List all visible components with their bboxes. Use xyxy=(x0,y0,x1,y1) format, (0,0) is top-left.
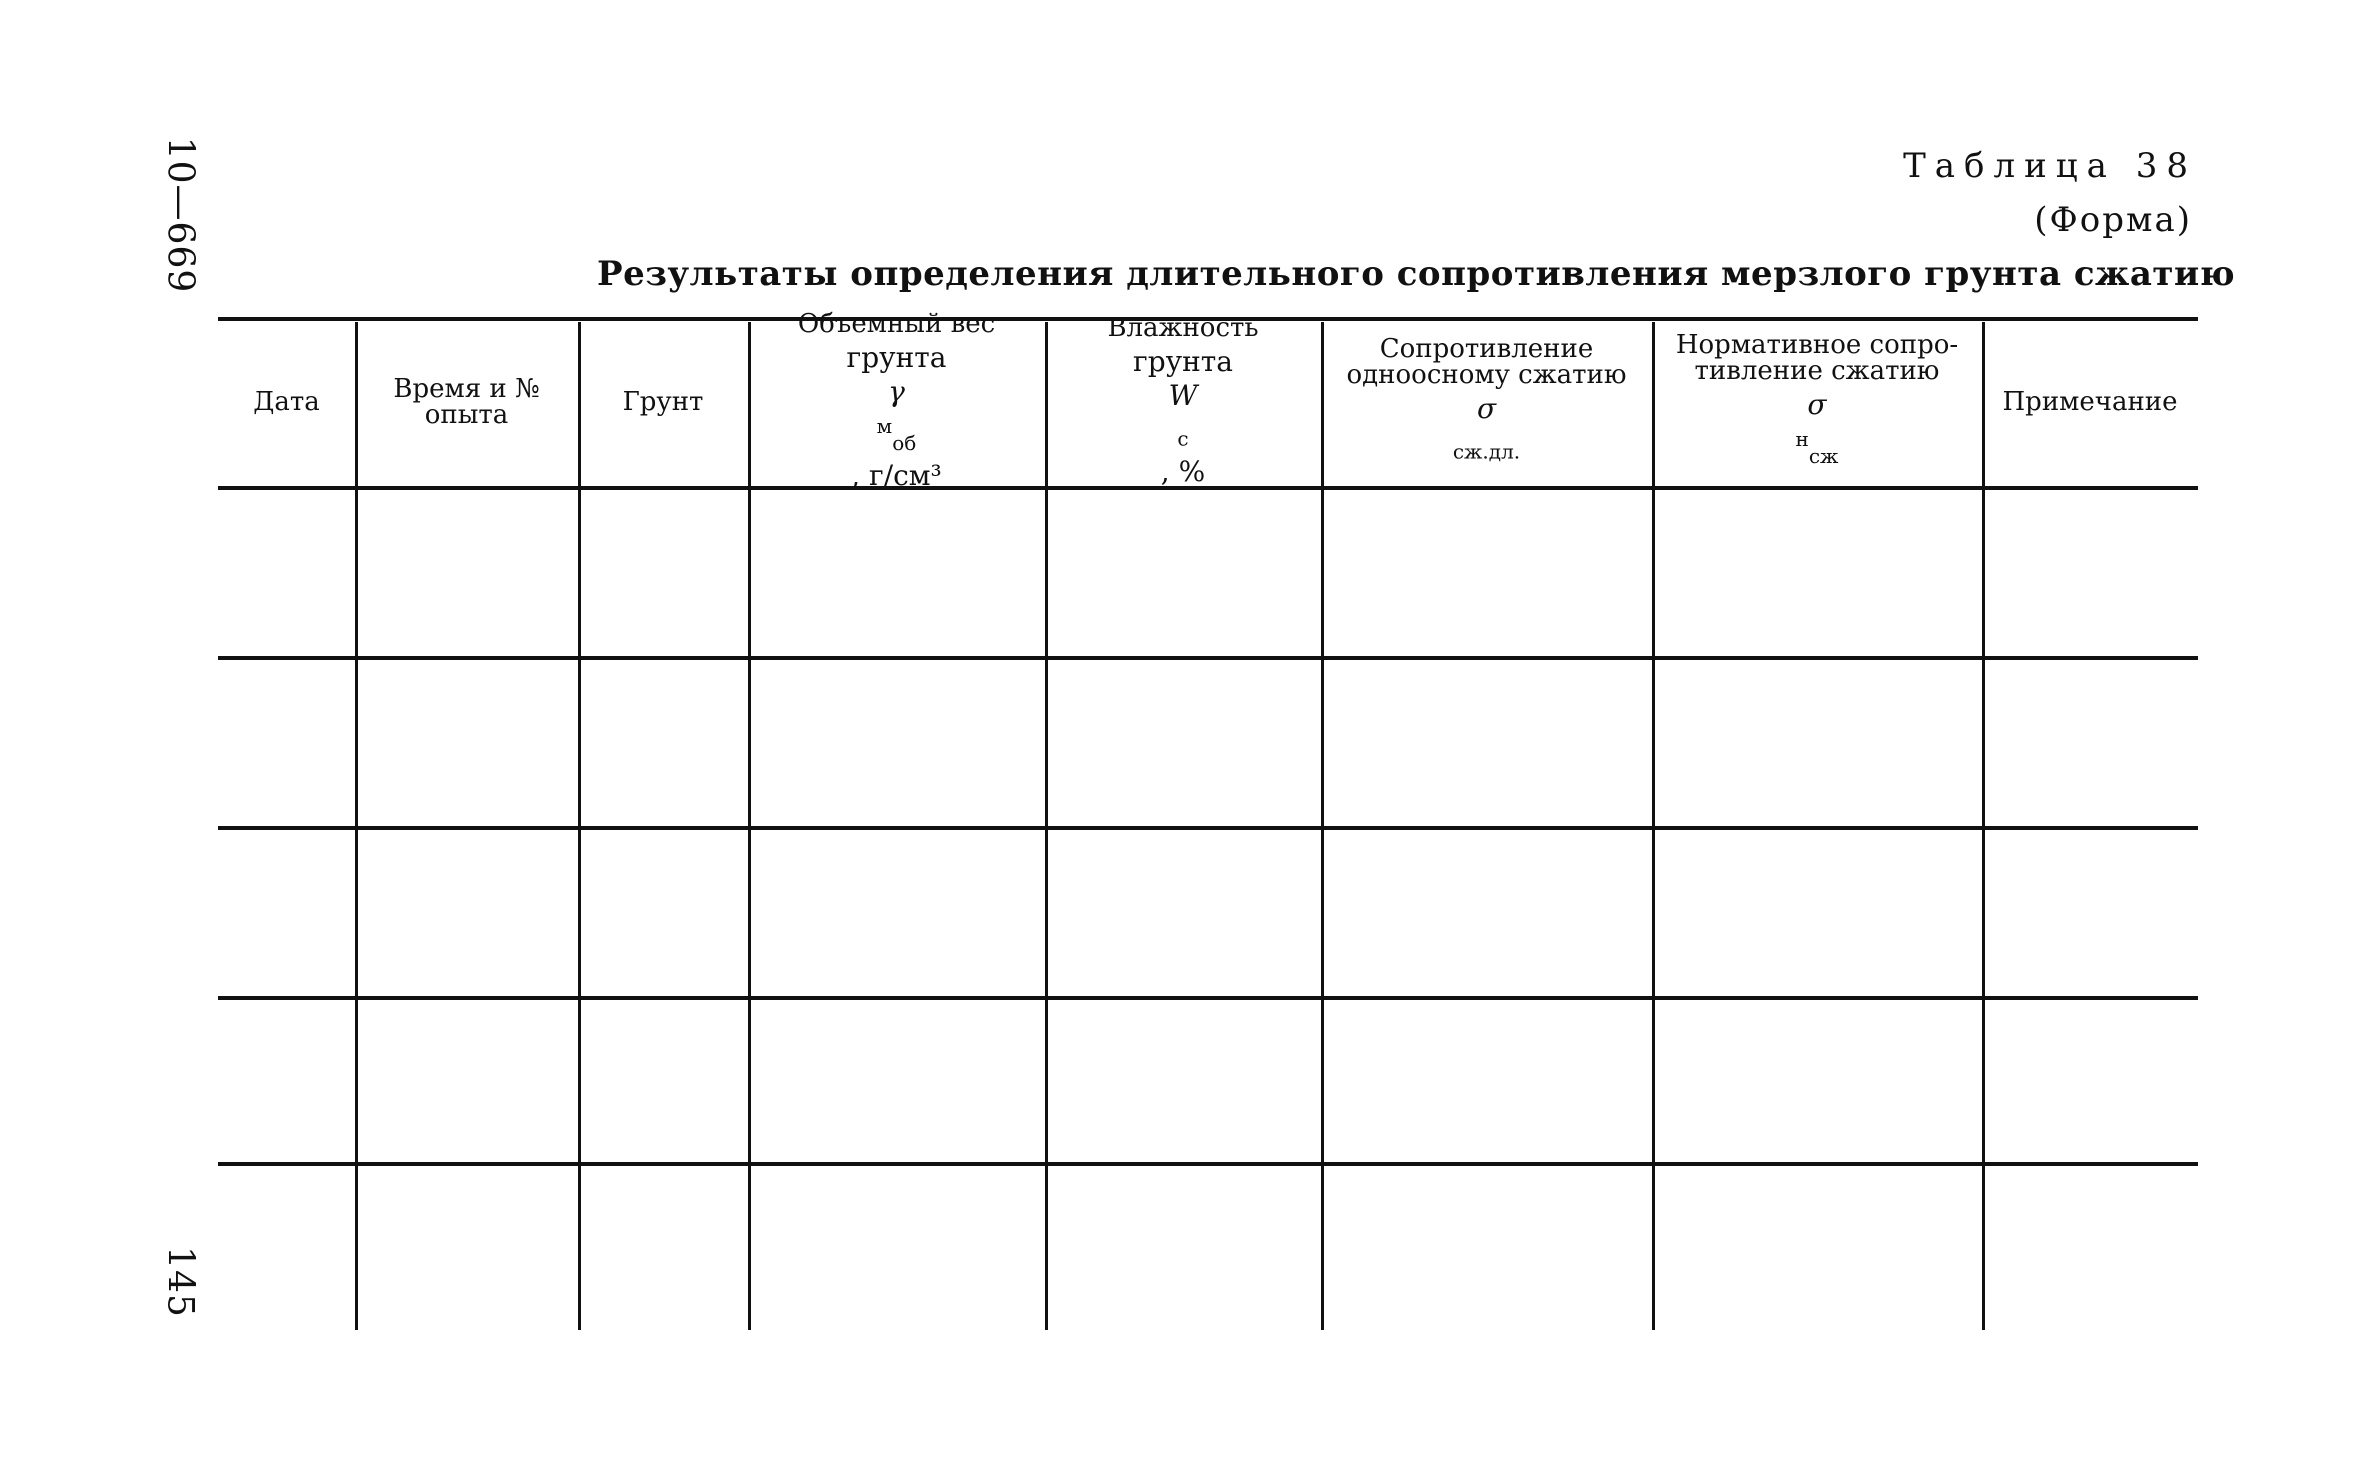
formula-sup: м xyxy=(876,413,893,438)
column-header xyxy=(1982,322,2198,482)
column-header-line: одноосному сжатию xyxy=(1346,359,1627,390)
row-separator xyxy=(218,996,2198,1000)
column-header-line: Влажность xyxy=(1107,312,1259,343)
column-header xyxy=(1652,322,1982,482)
column-header-line: Сопротивление xyxy=(1379,333,1594,364)
row-separator xyxy=(218,826,2198,830)
column-header-line: Дата xyxy=(253,387,320,417)
formula-symbol: γ xyxy=(888,374,905,408)
table-title: Результаты определения длительного сопротивления мерзлого грунта сжатию xyxy=(597,254,2236,294)
formula-sub: с xyxy=(1177,426,1189,451)
column-header-line: Грунт xyxy=(622,387,704,417)
column-header-formula xyxy=(847,341,947,494)
formula-sub: сж xyxy=(1808,443,1839,468)
column-header-line: Объемный вес xyxy=(797,308,996,339)
form-label: (Форма) xyxy=(2034,200,2192,240)
column-header xyxy=(578,322,748,482)
table-number-label: Таблица 38 xyxy=(1903,146,2197,186)
column-header xyxy=(355,322,578,482)
column-header-line: Примечание xyxy=(2002,387,2178,417)
column-header xyxy=(1045,312,1321,489)
row-separator xyxy=(218,656,2198,660)
column-header-formula xyxy=(1796,388,1839,473)
formula-sup: н xyxy=(1795,426,1809,451)
column-header-formula xyxy=(1133,345,1233,490)
formula-symbol: W xyxy=(1168,378,1198,412)
row-separator xyxy=(218,1162,2198,1166)
formula-prefix: грунта xyxy=(846,340,947,374)
document-code: 10—669 xyxy=(159,136,201,294)
column-header-line: Время и № xyxy=(393,374,540,404)
column-header xyxy=(748,308,1045,493)
formula-prefix: грунта xyxy=(1133,344,1233,378)
page-number: 145 xyxy=(159,1246,201,1318)
column-header-line: опыта xyxy=(424,400,509,430)
formula-symbol: σ xyxy=(1807,387,1827,421)
formula-suffix: , % xyxy=(1160,455,1206,489)
column-header xyxy=(218,322,355,482)
formula-symbol: σ xyxy=(1476,391,1497,425)
column-header-formula xyxy=(1453,392,1520,469)
formula-sub: сж.дл. xyxy=(1452,439,1521,464)
formula-sub: об xyxy=(892,430,917,455)
formula-suffix: , г/см³ xyxy=(851,459,942,493)
column-header-line: тивление сжатию xyxy=(1694,355,1940,386)
column-header-line: Нормативное сопро- xyxy=(1675,329,1959,360)
column-header xyxy=(1321,322,1652,482)
